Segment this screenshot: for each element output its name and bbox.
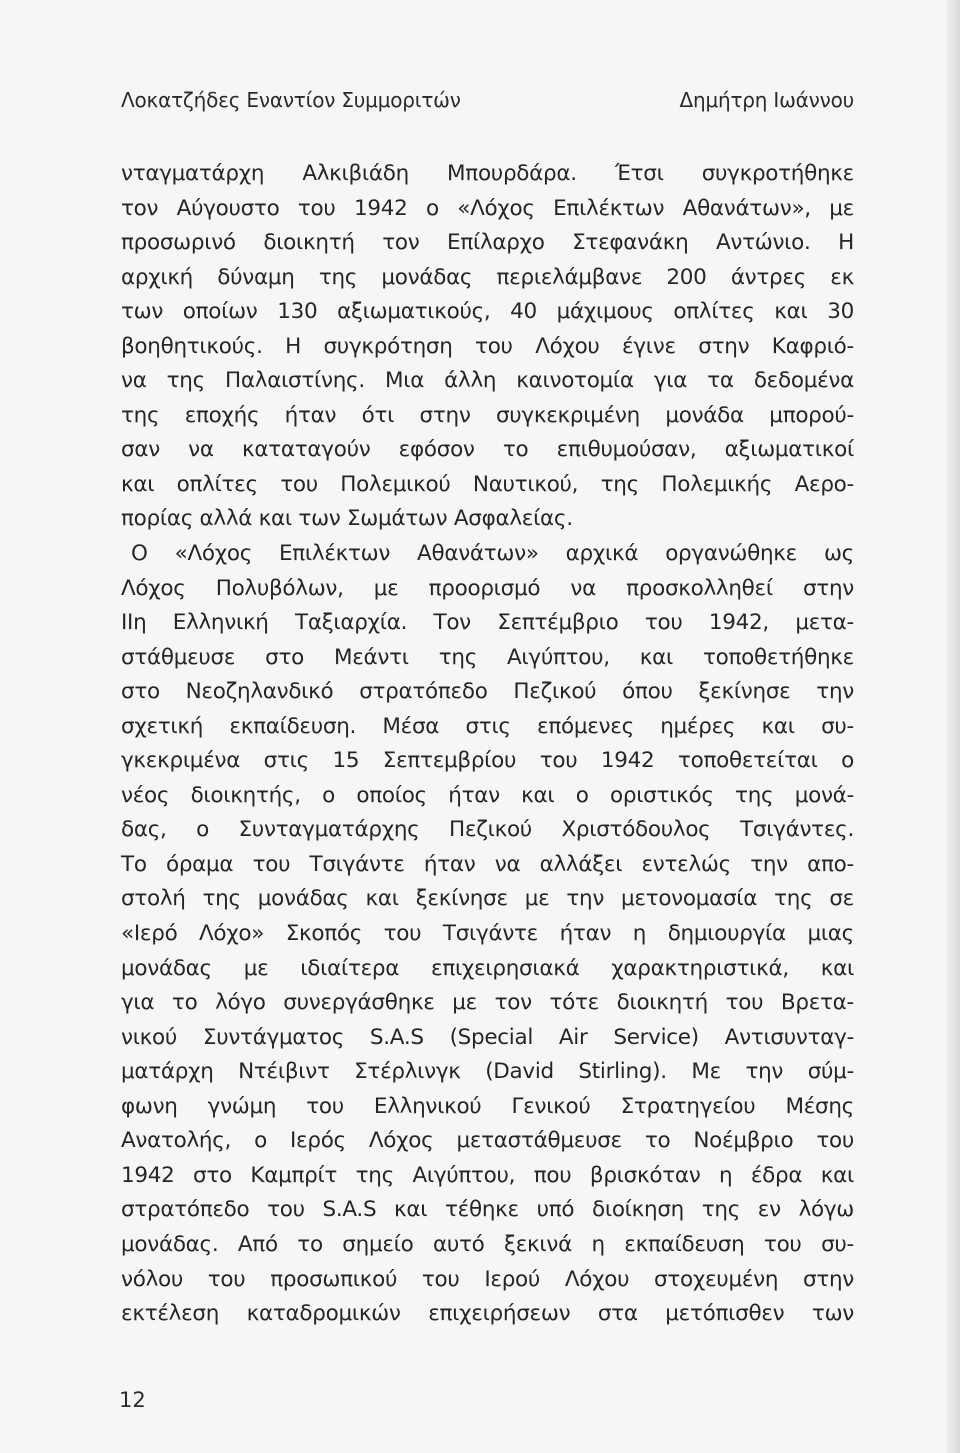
text-line: νταγματάρχη Αλκιβιάδη Μπουρδάρα. Έτσι συγκροτήθηκε xyxy=(121,161,854,186)
text-line: τον Αύγουστο του 1942 ο «Λόχος Επιλέκτων Αθανάτων», με xyxy=(121,195,854,221)
text-line: προσωρινό διοικητή τον Επίλαρχο Στεφανάκη Αντώνιο. Η xyxy=(121,230,854,256)
text-line: ματάρχη Ντέιβιντ Στέρλινγκ (David Stirling). Με την σύμ- xyxy=(121,1059,854,1085)
text-line: νέος διοικητής, ο οποίος ήταν και ο οριστικός της μονά- xyxy=(121,782,854,808)
text-line: πορίας αλλά και των Σωμάτων Ασφαλείας. xyxy=(121,506,573,532)
text-line: γκεκριμένα στις 15 Σεπτεμβρίου του 1942 τοποθετείται ο xyxy=(121,748,854,774)
text-line: βοηθητικούς. Η συγκρότηση του Λόχου έγινε στην Καφριό- xyxy=(121,333,854,359)
text-line: 1942 στο Καμπρίτ της Αιγύπτου, που βρισκόταν η έδρα και xyxy=(121,1162,854,1188)
text-line: για το λόγο συνεργάσθηκε με τον τότε διοικητή του Βρετα- xyxy=(121,990,854,1016)
text-line: να της Παλαιστίνης. Μια άλλη καινοτομία για τα δεδομένα xyxy=(121,368,854,394)
text-line: Το όραμα του Τσιγάντε ήταν να αλλάξει εντελώς την απο- xyxy=(121,851,854,877)
text-line: Ανατολής, ο Ιερός Λόχος μεταστάθμευσε το Νοέμβριο του xyxy=(121,1128,854,1154)
text-line: και οπλίτες του Πολεμικού Ναυτικού, της Πολεμικής Αερο- xyxy=(121,471,854,497)
text-line: φωνη γνώμη του Ελληνικού Γενικού Στρατηγείου Μέσης xyxy=(121,1093,854,1119)
text-line: στο Νεοζηλανδικό στρατόπεδο Πεζικού όπου ξεκίνησε την xyxy=(121,679,854,705)
text-line: μονάδας με ιδιαίτερα επιχειρησιακά χαρακτηριστικά, και xyxy=(121,955,854,981)
text-line: των οποίων 130 αξιωματικούς, 40 μάχιμους οπλίτες και 30 xyxy=(121,299,854,325)
text-line: «Ιερό Λόχο» Σκοπός του Τσιγάντε ήταν η δημιουργία μιας xyxy=(121,921,854,947)
page-number: 12 xyxy=(119,1388,146,1412)
text-line: ΙΙη Ελληνική Ταξιαρχία. Τον Σεπτέμβριο του 1942, μετα- xyxy=(121,610,854,636)
text-line: στρατόπεδο του S.A.S και τέθηκε υπό διοίκηση της εν λόγω xyxy=(121,1197,854,1223)
text-line: της εποχής ήταν ότι στην συγκεκριμένη μονάδα μπορού- xyxy=(121,402,854,428)
text-line: Λόχος Πολυβόλων, με προορισμό να προσκολληθεί στην xyxy=(121,575,854,601)
text-line: σαν να καταταγούν εφόσον το επιθυμούσαν, αξιωματικοί xyxy=(121,437,854,463)
text-line: νόλου του προσωπικού του Ιερού Λόχου στοχευμένη στην xyxy=(121,1266,854,1292)
running-header xyxy=(121,88,854,118)
body-text xyxy=(121,157,854,1332)
book-title-header: Λοκατζήδες Εναντίον Συμμοριτών xyxy=(121,88,461,112)
author-header: Δημήτρη Ιωάννου xyxy=(679,88,854,112)
text-line: εκτέλεση καταδρομικών επιχειρήσεων στα μετόπισθεν των xyxy=(121,1301,854,1327)
text-line: αρχική δύναμη της μονάδας περιελάμβανε 200 άντρες εκ xyxy=(121,264,854,290)
page-edge-shadow xyxy=(946,0,960,1453)
text-line: μονάδας. Από το σημείο αυτό ξεκινά η εκπαίδευση του συ- xyxy=(121,1231,854,1257)
text-line: στολή της μονάδας και ξεκίνησε με την μετονομασία της σε xyxy=(121,886,854,912)
text-line: Ο «Λόχος Επιλέκτων Αθανάτων» αρχικά οργανώθηκε ως xyxy=(131,541,854,567)
text-line: δας, ο Συνταγματάρχης Πεζικού Χριστόδουλος Τσιγάντες. xyxy=(121,817,854,843)
text-line: νικού Συντάγματος S.A.S (Special Air Service) Αντισυνταγ- xyxy=(121,1024,854,1050)
text-line: σχετική εκπαίδευση. Μέσα στις επόμενες ημέρες και συ- xyxy=(121,713,854,739)
text-line: στάθμευσε στο Μεάντι της Αιγύπτου, και τοποθετήθηκε xyxy=(121,644,854,670)
